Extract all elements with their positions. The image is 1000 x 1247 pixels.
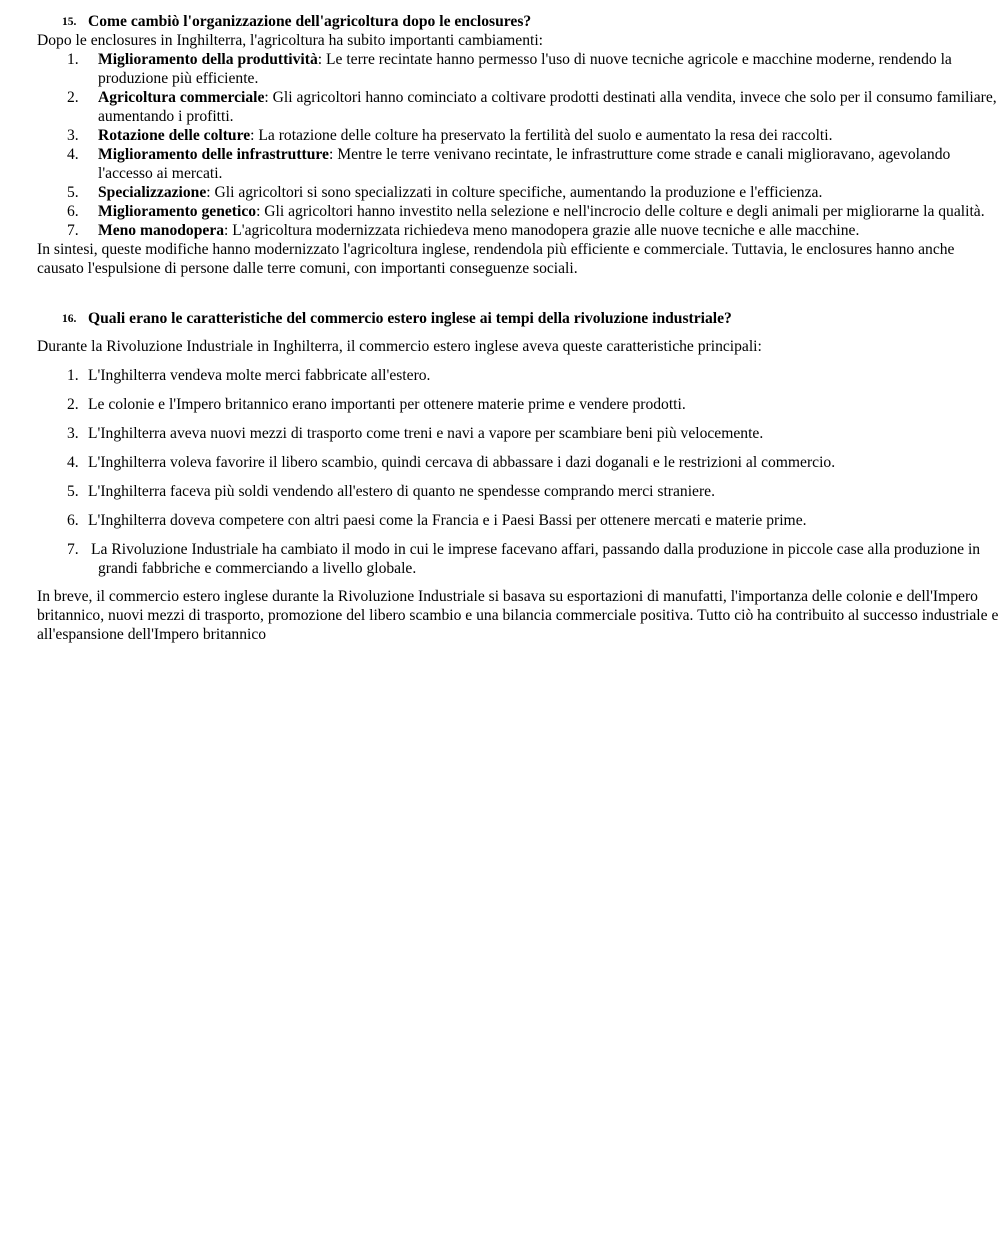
question-heading xyxy=(37,309,1000,328)
list-item-number: 6. xyxy=(67,512,79,529)
list-item-text: Le colonie e l'Impero britannico erano importanti per ottenere materie prime e vendere prodotti. xyxy=(88,396,686,413)
list-item-text: L'Inghilterra doveva competere con altri paesi come la Francia e i Paesi Bassi per ottenere mercati e materie prime. xyxy=(88,512,807,529)
list-item-number: 1. xyxy=(67,367,79,384)
section-conclusion: In sintesi, queste modifiche hanno modernizzato l'agricoltura inglese, rendendola più efficiente e commerciale. Tuttavia, le enclosures hanno anche causato l'espulsione di persone dalle terre comuni, con importanti conseguenze sociali. xyxy=(37,241,955,277)
section-15 xyxy=(37,12,1000,278)
question-number: 16. xyxy=(62,313,77,325)
list-item-text: L'Inghilterra faceva più soldi vendendo all'estero di quanto ne spendesse comprando merci straniere. xyxy=(88,483,715,500)
question-heading xyxy=(37,12,1000,31)
list-item-term: Miglioramento genetico xyxy=(98,203,257,220)
list-item xyxy=(37,453,1000,472)
list-item xyxy=(37,511,1000,530)
list-item-number: 6. xyxy=(67,203,79,220)
list-item-text: : Gli agricoltori hanno cominciato a coltivare prodotti destinati alla vendita, invece che solo per il consumo familiare, aumentando i profitti. xyxy=(98,89,997,125)
list-item xyxy=(37,50,1000,88)
list-item-text: : Mentre le terre venivano recintate, le infrastrutture come strade e canali miglioravano, agevolando l'accesso ai mercati. xyxy=(98,146,951,182)
section-16 xyxy=(37,309,1000,644)
list-item-term: Miglioramento delle infrastrutture xyxy=(98,146,329,163)
section-intro: Dopo le enclosures in Inghilterra, l'agricoltura ha subito importanti cambiamenti: xyxy=(37,32,543,49)
answer-list xyxy=(37,366,1000,578)
list-item-term: Agricoltura commerciale xyxy=(98,89,265,106)
list-item-number: 2. xyxy=(67,396,79,413)
list-item-text: L'Inghilterra aveva nuovi mezzi di trasporto come treni e navi a vapore per scambiare beni più velocemente. xyxy=(88,425,764,442)
list-item-number: 2. xyxy=(67,89,79,106)
list-item-number: 5. xyxy=(67,483,79,500)
list-item-number: 4. xyxy=(67,454,79,471)
list-item-text: : Gli agricoltori hanno investito nella selezione e nell'incrocio delle colture e degli animali per migliorarne la qualità. xyxy=(256,203,985,220)
list-item xyxy=(37,482,1000,501)
document-page xyxy=(37,12,1000,644)
list-item-text: : Le terre recintate hanno permesso l'uso di nuove tecniche agricole e macchine moderne, rendendo la produzione più efficiente. xyxy=(98,51,952,87)
list-item-text: : La rotazione delle colture ha preservato la fertilità del suolo e aumentato la resa dei raccolti. xyxy=(250,127,833,144)
list-item-term: Specializzazione xyxy=(98,184,207,201)
list-item-number: 7. xyxy=(67,222,79,239)
section-conclusion: In breve, il commercio estero inglese durante la Rivoluzione Industriale si basava su esportazioni di manufatti, l'importanza delle colonie e dell'Impero britannico, nuovi mezzi di trasporto, promozione del libero scambio e una bilancia commerciale positiva. Tutto ciò ha contribuito al successo industriale e all'espansione dell'Impero britannico xyxy=(37,588,999,643)
list-item-text: : L'agricoltura modernizzata richiedeva meno manodopera grazie alle nuove tecniche e alle macchine. xyxy=(224,222,860,239)
list-item-number: 7. xyxy=(67,541,79,558)
list-item xyxy=(37,126,1000,145)
list-item-text: : Gli agricoltori si sono specializzati in colture specifiche, aumentando la produzione e l'efficienza. xyxy=(206,184,823,201)
list-item-term: Miglioramento della produttività xyxy=(98,51,318,68)
list-item xyxy=(37,88,1000,126)
list-item-text: L'Inghilterra vendeva molte merci fabbricate all'estero. xyxy=(88,367,431,384)
list-item-text: La Rivoluzione Industriale ha cambiato il modo in cui le imprese facevano affari, passando dalla produzione in piccole case alla produzione in grandi fabbriche e commerciando a livello globale. xyxy=(91,541,981,577)
list-item xyxy=(37,221,1000,240)
question-title: Quali erano le caratteristiche del commercio estero inglese ai tempi della rivoluzione industriale? xyxy=(88,310,732,327)
list-item-term: Rotazione delle colture xyxy=(98,127,251,144)
list-item-term: Meno manodopera xyxy=(98,222,225,239)
list-item-text: L'Inghilterra voleva favorire il libero scambio, quindi cercava di abbassare i dazi doganali e le restrizioni al commercio. xyxy=(88,454,836,471)
list-item-number: 1. xyxy=(67,51,79,68)
list-item-number: 3. xyxy=(67,127,79,144)
list-item xyxy=(37,145,1000,183)
list-item xyxy=(37,424,1000,443)
question-title: Come cambiò l'organizzazione dell'agricoltura dopo le enclosures? xyxy=(88,13,532,30)
list-item xyxy=(37,540,1000,578)
list-item xyxy=(37,202,1000,221)
section-intro: Durante la Rivoluzione Industriale in Inghilterra, il commercio estero inglese aveva queste caratteristiche principali: xyxy=(37,338,762,355)
question-number: 15. xyxy=(62,16,77,28)
list-item xyxy=(37,366,1000,385)
list-item-number: 5. xyxy=(67,184,79,201)
list-item xyxy=(37,183,1000,202)
answer-list xyxy=(37,50,1000,240)
list-item-number: 3. xyxy=(67,425,79,442)
list-item xyxy=(37,395,1000,414)
list-item-number: 4. xyxy=(67,146,79,163)
